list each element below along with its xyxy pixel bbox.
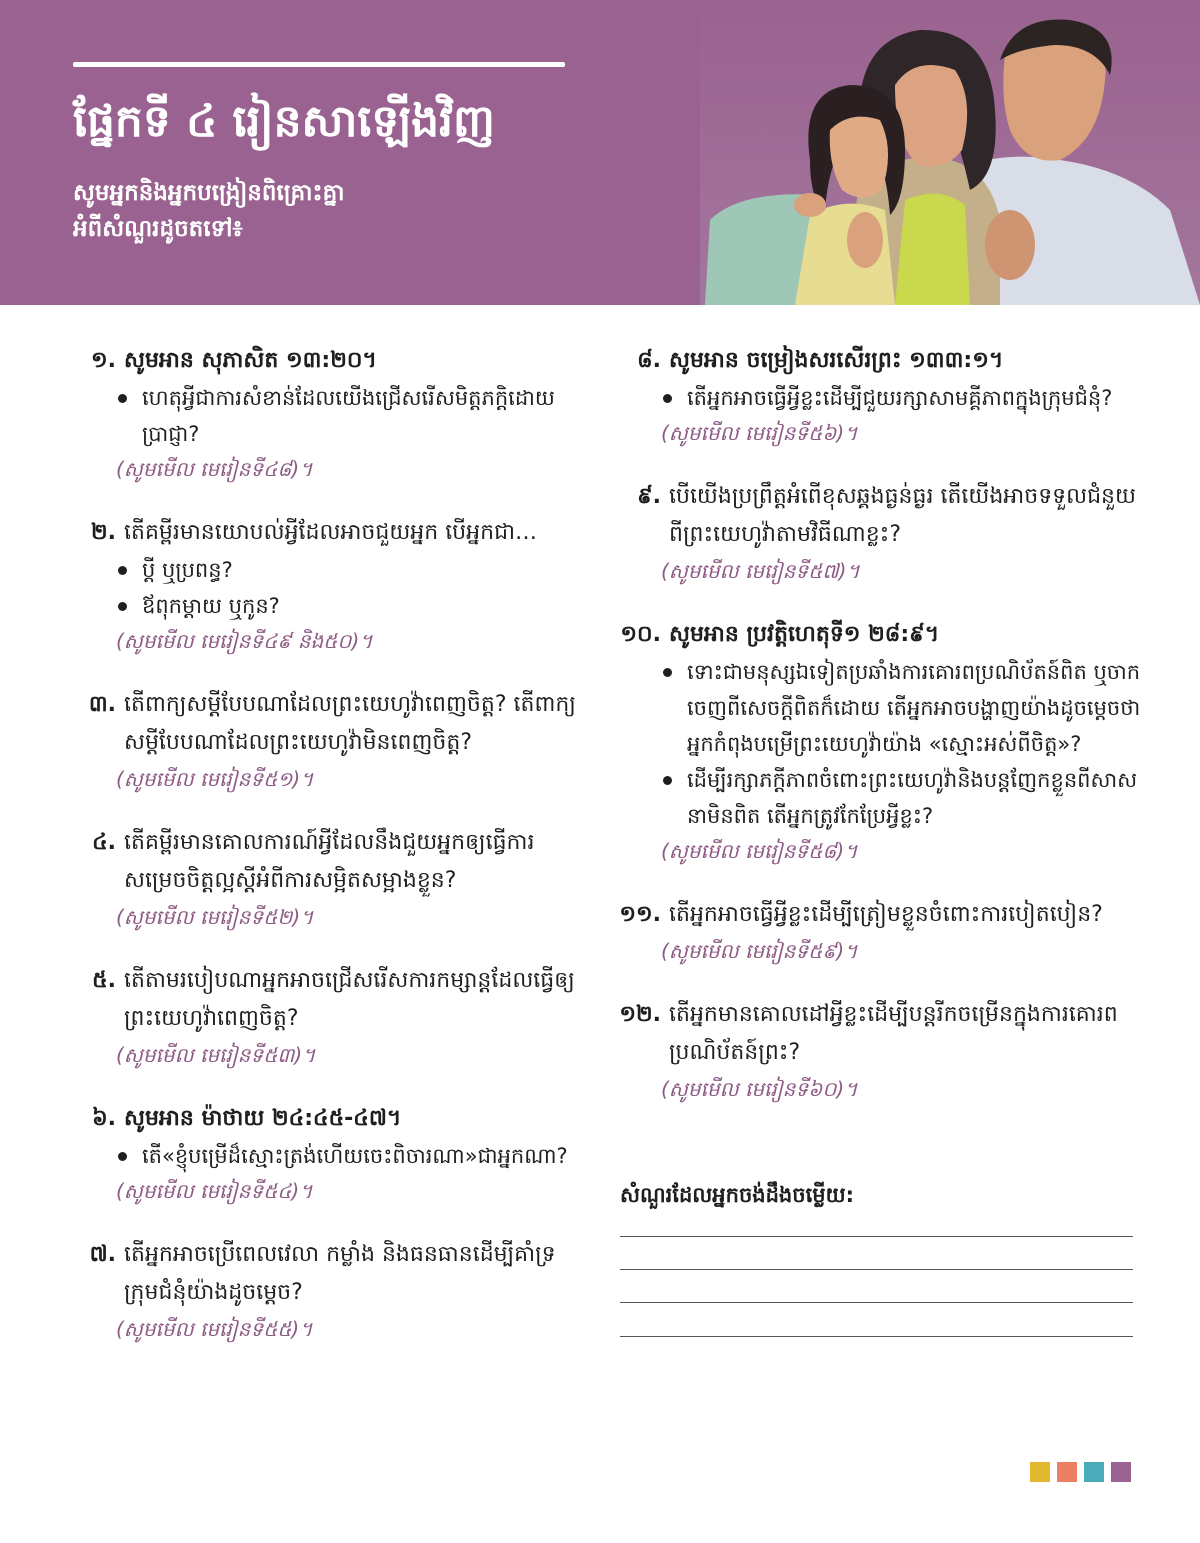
question-text: តើអ្នកមានគោលដៅអ្វីខ្លះដើម្បីបន្ដរីកចម្រើនក្នុងការគោរពប្រណិប័តន៍ព្រះ? (669, 1002, 1118, 1065)
question-text: តើពាក្យសម្ដីបែបណាដែលព្រះយេហូវ៉ាពេញចិត្ត? តើពាក្យសម្ដីបែបណាដែលព្រះយេហូវ៉ាមិនពេញចិត្ត? (124, 692, 576, 755)
bullet-item: ទោះជាមនុស្សឯទៀតប្រឆាំងការគោរពប្រណិប័តន៍ពិត ឬចាកចេញពីសេចក្ដីពិតក៏ដោយ តើអ្នកអាចបង្ហាញយ៉ាងដូចម្ដេចថា អ្នកកំពុងបម្រើព្រះយេហូវ៉ាយ៉ាង «ស្មោះអស់ពីចិត្ត»? (661, 654, 1147, 762)
page-subtitle (73, 176, 593, 247)
bullet-item: ដើម្បីរក្សាភក្ដីភាពចំពោះព្រះយេហូវ៉ានិងបន្ដញែកខ្លួនពីសាសនាមិនពិត តើអ្នកត្រូវកែប្រែអ្វីខ្លះ? (661, 762, 1147, 834)
question-8 (617, 342, 1147, 450)
notes-line[interactable] (620, 1236, 1133, 1237)
lesson-reference: (សូមមើល មេរៀនទី៥៧)។ (661, 559, 860, 583)
question-text: តើគម្ពីរមានយោបល់អ្វីដែលអាចជួយអ្នក បើអ្នកជា… (124, 520, 538, 545)
bullet-list (617, 654, 1147, 834)
lesson-reference: (សូមមើល មេរៀនទី៥៣)។ (116, 1043, 316, 1067)
right-column (617, 342, 1147, 1134)
question-number: ៣. (88, 692, 116, 717)
banner-rule (73, 62, 565, 67)
lesson-reference: (សូមមើល មេរៀនទី៥១)។ (116, 767, 314, 791)
question-text: តើតាមរបៀបណាអ្នកអាចជ្រើសរើសការកម្សាន្តដែលធ្វើឲ្យព្រះយេហូវ៉ាពេញចិត្ត? (124, 968, 575, 1031)
bullet-item: ហេតុអ្វីជាការសំខាន់ដែលយើងជ្រើសរើសមិត្តភក្តិដោយប្រាជ្ញា? (116, 380, 578, 452)
bullet-list (78, 380, 578, 452)
question-number: ៧. (89, 1242, 116, 1267)
notes-line[interactable] (620, 1302, 1133, 1303)
question-text: សូមអាន ចម្រៀងសរសើរព្រះ ១៣៣:១។ (669, 348, 1004, 373)
question-12 (617, 996, 1147, 1106)
bullet-list (78, 552, 578, 624)
lesson-reference: (សូមមើល មេរៀនទី៥៥)។ (116, 1317, 313, 1341)
question-4 (78, 824, 578, 934)
bullet-item: ឪពុកម្ដាយ ឬកូន? (116, 588, 578, 624)
question-6 (78, 1100, 578, 1208)
question-text: តើគម្ពីរមានគោលការណ៍អ្វីដែលនឹងជួយអ្នកឲ្យធ្វើការសម្រេចចិត្តល្អស្ដីអំពីការសម្អិតសម្អាងខ្លួន? (124, 830, 535, 893)
question-number: ៨. (637, 348, 661, 373)
lesson-reference: (សូមមើល មេរៀនទី៤៨)។ (116, 457, 313, 481)
notes-line[interactable] (620, 1336, 1133, 1337)
question-text: តើអ្នកអាចធ្វើអ្វីខ្លះដើម្បីត្រៀមខ្លួនចំពោះការបៀតបៀន? (669, 902, 1103, 927)
notes-line[interactable] (620, 1269, 1133, 1270)
lesson-reference: (សូមមើល មេរៀនទី៥៦)។ (661, 421, 858, 445)
question-9 (617, 478, 1147, 588)
swatch-yellow (1030, 1462, 1050, 1482)
question-number: ៦. (92, 1106, 116, 1131)
lesson-reference: (សូមមើល មេរៀនទី៤៩ និង៥០)។ (116, 629, 373, 653)
left-column (78, 342, 578, 1374)
question-number: ២. (90, 520, 116, 545)
question-2 (78, 514, 578, 658)
question-text: សូមអាន សុភាសិត ១៣:២០។ (124, 348, 377, 373)
question-text: សូមអាន ម៉ាថាយ ២៤:៤៥-៤៧។ (124, 1106, 402, 1131)
question-number: ១២. (619, 1002, 661, 1027)
question-text: បើយើងប្រព្រឹត្តអំពើខុសឆ្គងធ្ងន់ធ្ងរ តើយើងអាចទទួលជំនួយពីព្រះយេហូវ៉ាតាមវិធីណាខ្លះ? (669, 484, 1136, 547)
swatch-teal (1084, 1462, 1104, 1482)
notes-heading: សំណួរដែលអ្នកចង់ដឹងចម្លើយ: (620, 1183, 854, 1207)
lesson-reference: (សូមមើល មេរៀនទី៦០)។ (661, 1077, 858, 1101)
lesson-reference: (សូមមើល មេរៀនទី៥៨)។ (661, 839, 858, 863)
question-7 (78, 1236, 578, 1346)
question-3 (78, 686, 578, 796)
bullet-list (617, 380, 1147, 416)
question-1 (78, 342, 578, 486)
subtitle-line-1: សូមអ្នកនិងអ្នកបង្រៀនពិគ្រោះគ្នា (73, 180, 345, 206)
lesson-reference: (សូមមើល មេរៀនទី៥២)។ (116, 905, 314, 929)
lesson-reference: (សូមមើល មេរៀនទី៥៩)។ (661, 939, 858, 963)
header-banner (0, 0, 1200, 305)
swatch-purple (1111, 1462, 1131, 1482)
question-number: ៤. (92, 830, 116, 855)
bullet-item: ប្ដី ឬប្រពន្ធ? (116, 552, 578, 588)
question-number: ១១. (619, 902, 661, 927)
page-title: ផ្នែកទី ៤ រៀនសាឡើងវិញ (73, 96, 495, 147)
question-5 (78, 962, 578, 1072)
question-11 (617, 896, 1147, 968)
lesson-reference: (សូមមើល មេរៀនទី៥៤)។ (116, 1179, 313, 1203)
question-number: ៩. (637, 484, 661, 509)
subtitle-line-2: អំពីសំណួរដូចតទៅ៖ (73, 215, 243, 242)
question-text: សូមអាន ប្រវត្តិហេតុទី១ ២៨:៩។ (669, 622, 940, 647)
question-text: តើអ្នកអាចប្រើពេលវេលា កម្លាំង និងធនធានដើម្បីគាំទ្រក្រុមជំនុំយ៉ាងដូចម្ដេច? (124, 1242, 556, 1305)
question-number: ១. (90, 348, 116, 373)
bullet-item: តើអ្នកអាចធ្វើអ្វីខ្លះដើម្បីជួយរក្សាសាមគ្គីភាពក្នុងក្រុមជំនុំ? (661, 380, 1147, 416)
bullet-list (78, 1138, 578, 1174)
swatch-orange (1057, 1462, 1077, 1482)
bullet-item: តើ«ខ្ញុំបម្រើដ៏ស្មោះត្រង់ហើយចេះពិចារណា»ជាអ្នកណា? (116, 1138, 578, 1174)
question-10 (617, 616, 1147, 868)
question-number: ៥. (92, 968, 116, 993)
family-praying-illustration (700, 0, 1200, 305)
question-number: ១០. (620, 622, 661, 647)
